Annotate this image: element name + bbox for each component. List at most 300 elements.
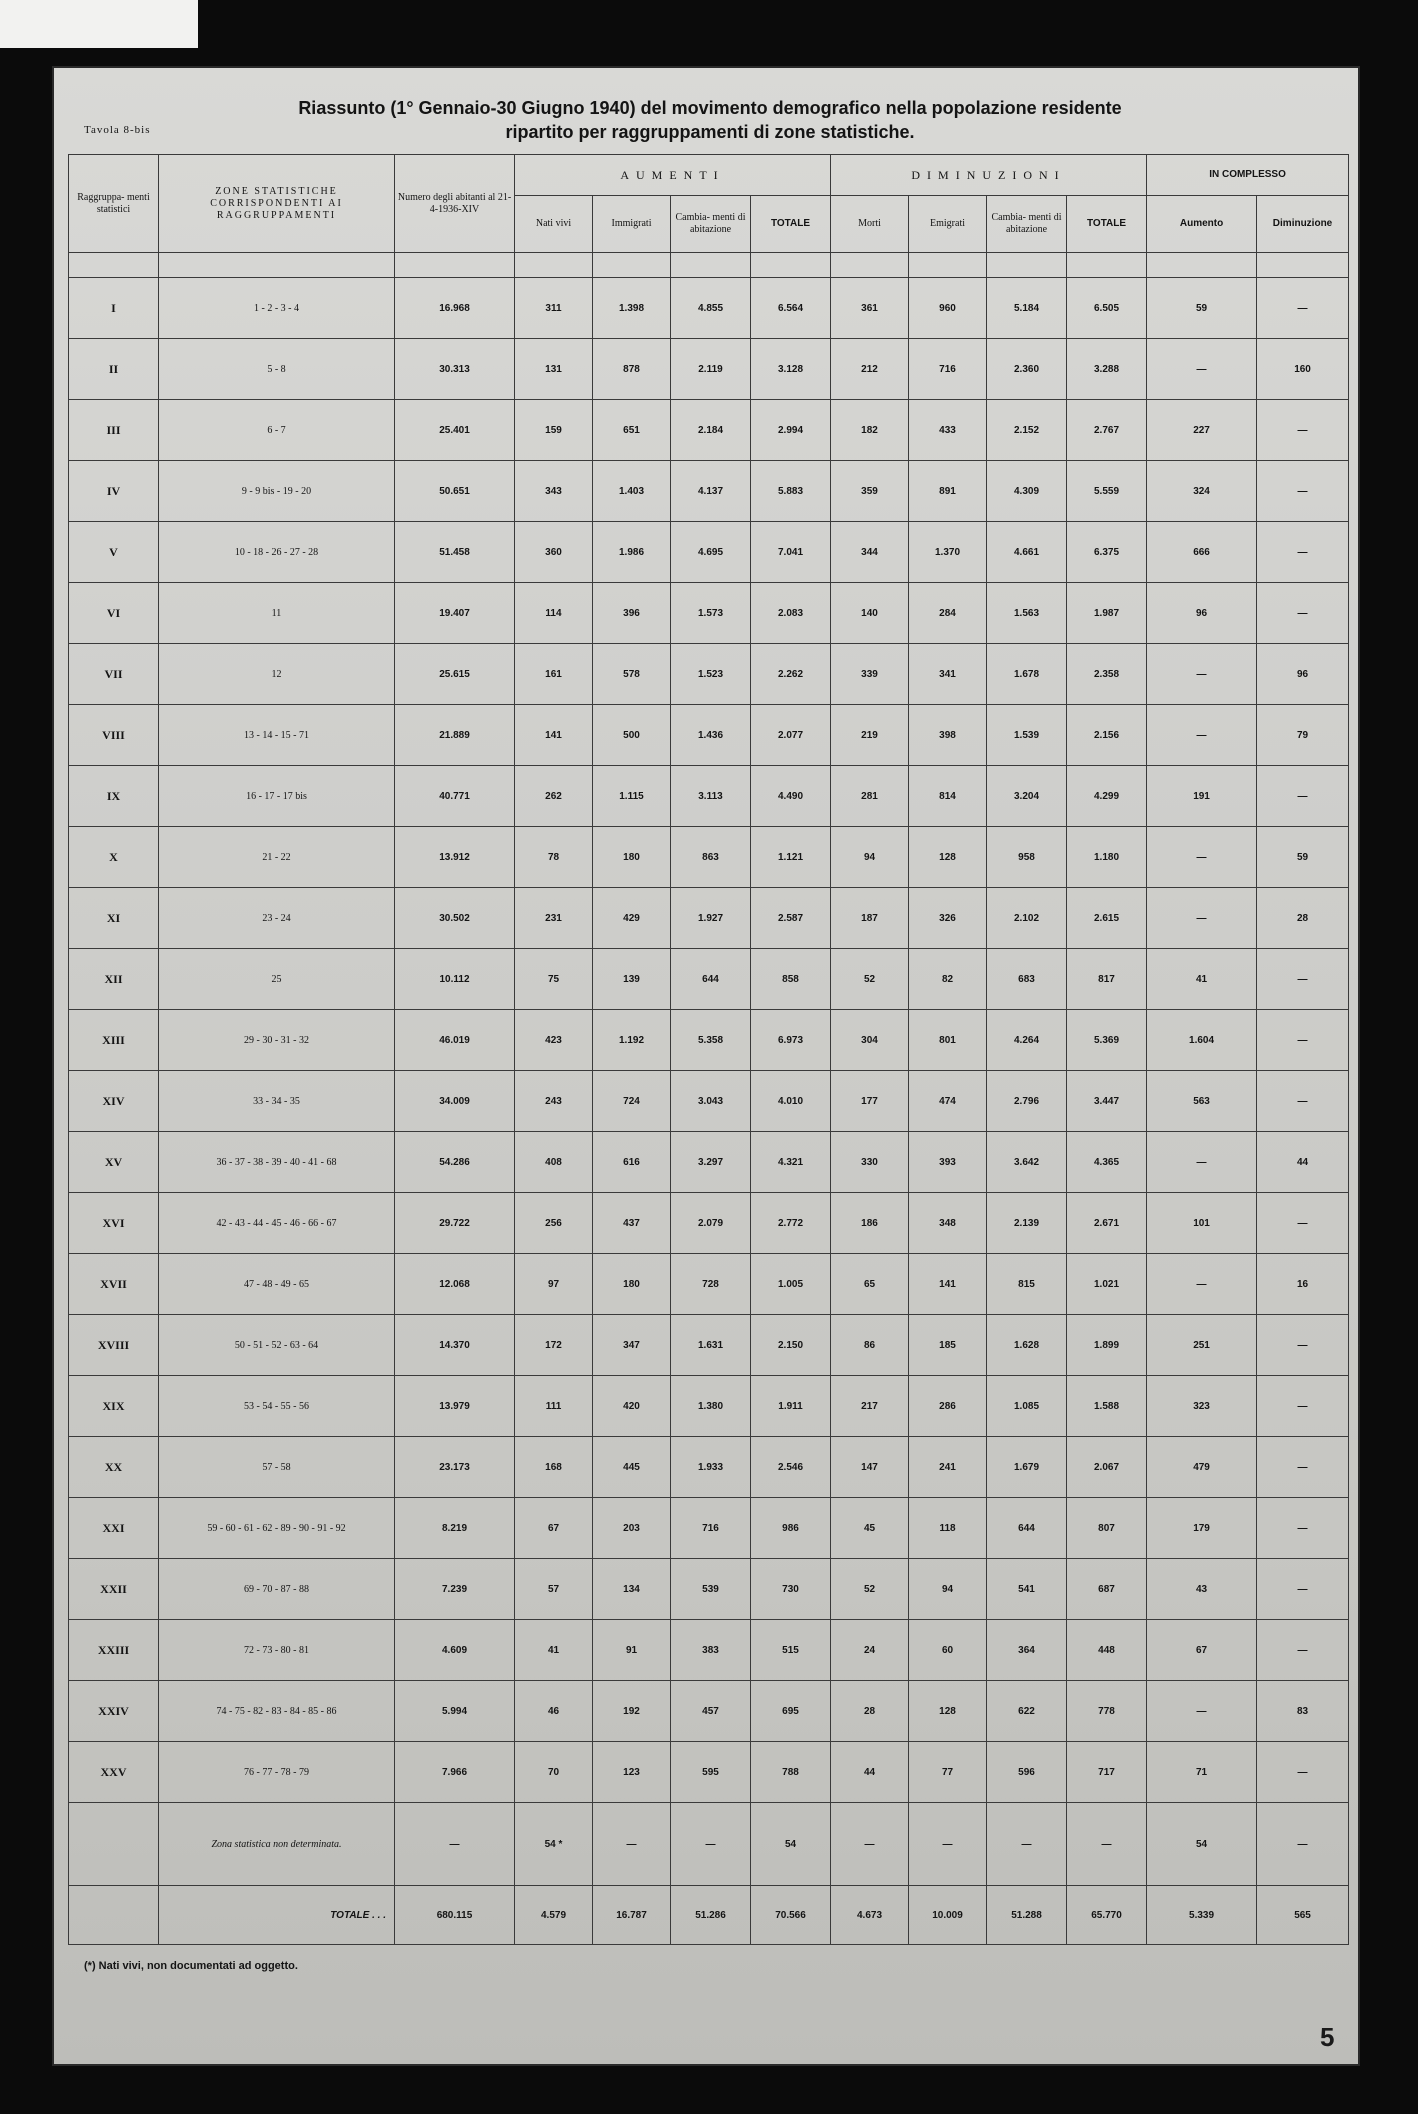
cell-em: 398 (909, 705, 987, 766)
cell-ca: 383 (671, 1620, 751, 1681)
group-number: II (69, 339, 159, 400)
group-number: X (69, 827, 159, 888)
cell-mo: 24 (831, 1620, 909, 1681)
cell-mo: 281 (831, 766, 909, 827)
cell-ta: 2.083 (751, 583, 831, 644)
header-nati-vivi: Nati vivi (515, 196, 593, 253)
cell-td: 778 (1067, 1681, 1147, 1742)
group-number: VII (69, 644, 159, 705)
cell-em: 960 (909, 278, 987, 339)
table-row (69, 1742, 1349, 1803)
cell-td: 817 (1067, 949, 1147, 1010)
cell-ab: 5.994 (395, 1681, 515, 1742)
cell-di: — (1257, 1010, 1349, 1071)
nd-cell-em: — (909, 1803, 987, 1886)
table-row (69, 705, 1349, 766)
cell-em: 284 (909, 583, 987, 644)
table-row (69, 583, 1349, 644)
zone-list: 23 - 24 (159, 888, 395, 949)
cell-nv: 67 (515, 1498, 593, 1559)
cell-di: 28 (1257, 888, 1349, 949)
header-zone: ZONE STATISTICHE CORRISPONDENTI AI RAGGRUPPAMENTI (159, 155, 395, 253)
cell-ca: 1.927 (671, 888, 751, 949)
table-row (69, 461, 1349, 522)
cell-di: — (1257, 1193, 1349, 1254)
cell-cd: 1.678 (987, 644, 1067, 705)
page-title (190, 96, 1230, 144)
cell-em: 891 (909, 461, 987, 522)
cell-im: 1.986 (593, 522, 671, 583)
cell-td: 1.588 (1067, 1376, 1147, 1437)
cell-em: 801 (909, 1010, 987, 1071)
cell-di: 59 (1257, 827, 1349, 888)
group-number: V (69, 522, 159, 583)
total-row (69, 1886, 1349, 1945)
cell-im: 500 (593, 705, 671, 766)
group-number: VI (69, 583, 159, 644)
table-row (69, 1498, 1349, 1559)
zone-list: 76 - 77 - 78 - 79 (159, 1742, 395, 1803)
header-complesso: IN COMPLESSO (1147, 155, 1349, 196)
cell-ab: 34.009 (395, 1071, 515, 1132)
cell-td: 717 (1067, 1742, 1147, 1803)
cell-ca: 595 (671, 1742, 751, 1803)
cell-nv: 131 (515, 339, 593, 400)
cell-im: 651 (593, 400, 671, 461)
table-row (69, 1376, 1349, 1437)
zone-list: 13 - 14 - 15 - 71 (159, 705, 395, 766)
cell-ta: 2.587 (751, 888, 831, 949)
cell-td: 2.067 (1067, 1437, 1147, 1498)
cell-di: — (1257, 1376, 1349, 1437)
cell-ab: 7.966 (395, 1742, 515, 1803)
cell-mo: 212 (831, 339, 909, 400)
cell-nv: 57 (515, 1559, 593, 1620)
cell-im: 1.115 (593, 766, 671, 827)
table-row (69, 400, 1349, 461)
cell-im: 91 (593, 1620, 671, 1681)
nd-label: Zona statistica non determinata. (159, 1803, 395, 1886)
cell-nv: 231 (515, 888, 593, 949)
cell-cd: 1.679 (987, 1437, 1067, 1498)
cell-mo: 45 (831, 1498, 909, 1559)
nd-cell-ab: — (395, 1803, 515, 1886)
zone-list: 29 - 30 - 31 - 32 (159, 1010, 395, 1071)
cell-ca: 2.119 (671, 339, 751, 400)
cell-mo: 344 (831, 522, 909, 583)
cell-td: 3.447 (1067, 1071, 1147, 1132)
cell-ta: 695 (751, 1681, 831, 1742)
nd-cell-cd: — (987, 1803, 1067, 1886)
cell-ta: 2.772 (751, 1193, 831, 1254)
cell-nv: 114 (515, 583, 593, 644)
cell-ab: 21.889 (395, 705, 515, 766)
table-row (69, 1193, 1349, 1254)
table-row (69, 949, 1349, 1010)
cell-mo: 52 (831, 1559, 909, 1620)
cell-ta: 986 (751, 1498, 831, 1559)
cell-ta: 6.564 (751, 278, 831, 339)
table-row (69, 522, 1349, 583)
cell-au: 59 (1147, 278, 1257, 339)
header-aumenti: AUMENTI (515, 155, 831, 196)
cell-em: 94 (909, 1559, 987, 1620)
cell-im: 396 (593, 583, 671, 644)
cell-td: 448 (1067, 1620, 1147, 1681)
cell-ca: 3.297 (671, 1132, 751, 1193)
cell-au: 1.604 (1147, 1010, 1257, 1071)
table-label: Tavola 8-bis (84, 124, 151, 136)
cell-ab: 7.239 (395, 1559, 515, 1620)
cell-td: 4.299 (1067, 766, 1147, 827)
cell-au: 67 (1147, 1620, 1257, 1681)
cell-ta: 2.546 (751, 1437, 831, 1498)
cell-au: 227 (1147, 400, 1257, 461)
cell-em: 241 (909, 1437, 987, 1498)
cell-mo: 94 (831, 827, 909, 888)
cell-au: 251 (1147, 1315, 1257, 1376)
cell-au: — (1147, 1132, 1257, 1193)
cell-ca: 4.137 (671, 461, 751, 522)
cell-em: 716 (909, 339, 987, 400)
cell-ca: 1.523 (671, 644, 751, 705)
zone-list: 21 - 22 (159, 827, 395, 888)
zone-list: 5 - 8 (159, 339, 395, 400)
title-line-2: ripartito per raggruppamenti di zone statistiche. (505, 122, 915, 142)
cell-mo: 44 (831, 1742, 909, 1803)
cell-mo: 186 (831, 1193, 909, 1254)
total-cell-em: 10.009 (909, 1886, 987, 1945)
cell-au: — (1147, 644, 1257, 705)
cell-nv: 243 (515, 1071, 593, 1132)
cell-ab: 13.979 (395, 1376, 515, 1437)
cell-nv: 70 (515, 1742, 593, 1803)
zone-list: 57 - 58 (159, 1437, 395, 1498)
header-aumento: Aumento (1147, 196, 1257, 253)
cell-mo: 65 (831, 1254, 909, 1315)
group-number: XX (69, 1437, 159, 1498)
cell-td: 2.615 (1067, 888, 1147, 949)
cell-td: 2.156 (1067, 705, 1147, 766)
cell-nv: 41 (515, 1620, 593, 1681)
cell-im: 437 (593, 1193, 671, 1254)
cell-em: 326 (909, 888, 987, 949)
cell-ta: 858 (751, 949, 831, 1010)
cell-cd: 2.152 (987, 400, 1067, 461)
group-number: IX (69, 766, 159, 827)
cell-nv: 97 (515, 1254, 593, 1315)
table-row (69, 1315, 1349, 1376)
cell-im: 724 (593, 1071, 671, 1132)
header-raggruppamenti: Raggruppa- menti statistici (69, 155, 159, 253)
table-row (69, 1010, 1349, 1071)
cell-di: — (1257, 1742, 1349, 1803)
cell-im: 180 (593, 827, 671, 888)
cell-au: — (1147, 827, 1257, 888)
zone-list: 74 - 75 - 82 - 83 - 84 - 85 - 86 (159, 1681, 395, 1742)
cell-td: 6.375 (1067, 522, 1147, 583)
cell-mo: 359 (831, 461, 909, 522)
cell-mo: 28 (831, 1681, 909, 1742)
cell-ca: 644 (671, 949, 751, 1010)
cell-au: — (1147, 1681, 1257, 1742)
cell-mo: 52 (831, 949, 909, 1010)
cell-au: — (1147, 339, 1257, 400)
header-numero: Numero degli abitanti al 21-4-1936-XIV (395, 155, 515, 253)
cell-ab: 19.407 (395, 583, 515, 644)
group-number: I (69, 278, 159, 339)
cell-ca: 716 (671, 1498, 751, 1559)
cell-ca: 1.380 (671, 1376, 751, 1437)
cell-td: 687 (1067, 1559, 1147, 1620)
cell-nv: 111 (515, 1376, 593, 1437)
group-number: XII (69, 949, 159, 1010)
cell-cd: 958 (987, 827, 1067, 888)
spacer-row (69, 253, 1349, 278)
cell-em: 393 (909, 1132, 987, 1193)
cell-cd: 541 (987, 1559, 1067, 1620)
cell-em: 286 (909, 1376, 987, 1437)
cell-em: 60 (909, 1620, 987, 1681)
cell-im: 420 (593, 1376, 671, 1437)
cell-di: — (1257, 1498, 1349, 1559)
cell-td: 3.288 (1067, 339, 1147, 400)
cell-au: 324 (1147, 461, 1257, 522)
cell-ca: 5.358 (671, 1010, 751, 1071)
cell-im: 123 (593, 1742, 671, 1803)
cell-ab: 8.219 (395, 1498, 515, 1559)
cell-au: 43 (1147, 1559, 1257, 1620)
cell-ca: 2.079 (671, 1193, 751, 1254)
cell-mo: 177 (831, 1071, 909, 1132)
cell-nv: 423 (515, 1010, 593, 1071)
nd-cell-mo: — (831, 1803, 909, 1886)
cell-ab: 14.370 (395, 1315, 515, 1376)
cell-im: 180 (593, 1254, 671, 1315)
cell-ta: 2.262 (751, 644, 831, 705)
cell-mo: 140 (831, 583, 909, 644)
cell-ab: 46.019 (395, 1010, 515, 1071)
cell-ca: 863 (671, 827, 751, 888)
cell-ta: 1.911 (751, 1376, 831, 1437)
group-number: XXIII (69, 1620, 159, 1681)
cell-ab: 13.912 (395, 827, 515, 888)
zone-list: 25 (159, 949, 395, 1010)
cell-td: 1.180 (1067, 827, 1147, 888)
cell-ca: 3.043 (671, 1071, 751, 1132)
cell-im: 192 (593, 1681, 671, 1742)
cell-em: 185 (909, 1315, 987, 1376)
cell-cd: 3.642 (987, 1132, 1067, 1193)
cell-td: 5.369 (1067, 1010, 1147, 1071)
cell-im: 429 (593, 888, 671, 949)
total-label: TOTALE . . . (159, 1886, 395, 1945)
cell-mo: 330 (831, 1132, 909, 1193)
cell-nv: 75 (515, 949, 593, 1010)
cell-ta: 1.121 (751, 827, 831, 888)
cell-di: 83 (1257, 1681, 1349, 1742)
cell-ab: 25.615 (395, 644, 515, 705)
group-number: XXII (69, 1559, 159, 1620)
cell-di: 96 (1257, 644, 1349, 705)
cell-ca: 728 (671, 1254, 751, 1315)
cell-nv: 360 (515, 522, 593, 583)
demographic-table (68, 154, 1349, 1945)
cell-di: 160 (1257, 339, 1349, 400)
cell-ab: 30.502 (395, 888, 515, 949)
cell-cd: 2.139 (987, 1193, 1067, 1254)
cell-td: 5.559 (1067, 461, 1147, 522)
cell-nv: 168 (515, 1437, 593, 1498)
cell-em: 433 (909, 400, 987, 461)
cell-au: 41 (1147, 949, 1257, 1010)
cell-au: 666 (1147, 522, 1257, 583)
table-row (69, 278, 1349, 339)
footnote: (*) Nati vivi, non documentati ad oggetto. (84, 1960, 298, 1972)
cell-di: 16 (1257, 1254, 1349, 1315)
cell-cd: 1.539 (987, 705, 1067, 766)
nd-cell-au: 54 (1147, 1803, 1257, 1886)
nd-row (69, 1803, 1349, 1886)
cell-im: 347 (593, 1315, 671, 1376)
zone-list: 16 - 17 - 17 bis (159, 766, 395, 827)
cell-di: — (1257, 949, 1349, 1010)
cell-cd: 364 (987, 1620, 1067, 1681)
cell-ca: 1.573 (671, 583, 751, 644)
header-cambiamenti-aumenti: Cambia- menti di abitazione (671, 196, 751, 253)
zone-list: 72 - 73 - 80 - 81 (159, 1620, 395, 1681)
cell-di: 79 (1257, 705, 1349, 766)
cell-cd: 596 (987, 1742, 1067, 1803)
cell-ab: 23.173 (395, 1437, 515, 1498)
zone-list: 9 - 9 bis - 19 - 20 (159, 461, 395, 522)
title-line-1: Riassunto (1° Gennaio-30 Giugno 1940) del movimento demografico nella popolazione residente (298, 98, 1122, 118)
zone-list: 11 (159, 583, 395, 644)
cell-au: 479 (1147, 1437, 1257, 1498)
cell-cd: 1.628 (987, 1315, 1067, 1376)
table-row (69, 1620, 1349, 1681)
cell-ab: 29.722 (395, 1193, 515, 1254)
cell-im: 445 (593, 1437, 671, 1498)
cell-em: 814 (909, 766, 987, 827)
cell-ta: 788 (751, 1742, 831, 1803)
cell-em: 1.370 (909, 522, 987, 583)
cell-ta: 6.973 (751, 1010, 831, 1071)
cell-cd: 2.360 (987, 339, 1067, 400)
total-cell-au: 5.339 (1147, 1886, 1257, 1945)
page-number: 5 (1320, 2022, 1335, 2052)
nd-cell-ca: — (671, 1803, 751, 1886)
cell-mo: 304 (831, 1010, 909, 1071)
cell-ab: 51.458 (395, 522, 515, 583)
cell-di: — (1257, 461, 1349, 522)
cell-nv: 408 (515, 1132, 593, 1193)
cell-di: — (1257, 1620, 1349, 1681)
cell-di: 44 (1257, 1132, 1349, 1193)
cell-em: 128 (909, 827, 987, 888)
group-number: XIV (69, 1071, 159, 1132)
cell-nv: 343 (515, 461, 593, 522)
cell-em: 348 (909, 1193, 987, 1254)
cell-im: 616 (593, 1132, 671, 1193)
cell-ta: 2.150 (751, 1315, 831, 1376)
cell-cd: 4.264 (987, 1010, 1067, 1071)
header-diminuzione: Diminuzione (1257, 196, 1349, 253)
group-number: XIX (69, 1376, 159, 1437)
document-page (52, 66, 1360, 2066)
cell-au: — (1147, 1254, 1257, 1315)
zone-list: 50 - 51 - 52 - 63 - 64 (159, 1315, 395, 1376)
cell-td: 2.358 (1067, 644, 1147, 705)
cell-em: 77 (909, 1742, 987, 1803)
cell-au: 96 (1147, 583, 1257, 644)
cell-nv: 78 (515, 827, 593, 888)
cell-nv: 262 (515, 766, 593, 827)
cell-ta: 4.010 (751, 1071, 831, 1132)
total-empty-cell (69, 1886, 159, 1945)
header-morti: Morti (831, 196, 909, 253)
cell-nv: 46 (515, 1681, 593, 1742)
total-cell-nv: 4.579 (515, 1886, 593, 1945)
zone-list: 42 - 43 - 44 - 45 - 46 - 66 - 67 (159, 1193, 395, 1254)
zone-list: 1 - 2 - 3 - 4 (159, 278, 395, 339)
cell-ca: 4.695 (671, 522, 751, 583)
total-cell-cd: 51.288 (987, 1886, 1067, 1945)
cell-em: 82 (909, 949, 987, 1010)
table-row (69, 644, 1349, 705)
cell-em: 474 (909, 1071, 987, 1132)
zone-list: 69 - 70 - 87 - 88 (159, 1559, 395, 1620)
cell-em: 128 (909, 1681, 987, 1742)
total-cell-ta: 70.566 (751, 1886, 831, 1945)
nd-cell-ta: 54 (751, 1803, 831, 1886)
cell-em: 341 (909, 644, 987, 705)
scan-border (0, 0, 198, 48)
cell-im: 1.398 (593, 278, 671, 339)
cell-ab: 12.068 (395, 1254, 515, 1315)
cell-mo: 182 (831, 400, 909, 461)
cell-im: 203 (593, 1498, 671, 1559)
cell-ca: 3.113 (671, 766, 751, 827)
zone-list: 10 - 18 - 26 - 27 - 28 (159, 522, 395, 583)
zone-list: 59 - 60 - 61 - 62 - 89 - 90 - 91 - 92 (159, 1498, 395, 1559)
header-totale-aumenti: TOTALE (751, 196, 831, 253)
table-row (69, 1254, 1349, 1315)
total-cell-ca: 51.286 (671, 1886, 751, 1945)
group-number: IV (69, 461, 159, 522)
cell-ta: 4.321 (751, 1132, 831, 1193)
table-row (69, 1559, 1349, 1620)
cell-im: 1.192 (593, 1010, 671, 1071)
total-cell-ab: 680.115 (395, 1886, 515, 1945)
nd-cell-di: — (1257, 1803, 1349, 1886)
cell-ta: 515 (751, 1620, 831, 1681)
cell-au: 71 (1147, 1742, 1257, 1803)
cell-cd: 2.796 (987, 1071, 1067, 1132)
cell-mo: 361 (831, 278, 909, 339)
table-row (69, 1437, 1349, 1498)
group-number: VIII (69, 705, 159, 766)
table-row (69, 827, 1349, 888)
cell-mo: 86 (831, 1315, 909, 1376)
cell-ab: 10.112 (395, 949, 515, 1010)
cell-ab: 25.401 (395, 400, 515, 461)
group-number: XIII (69, 1010, 159, 1071)
cell-ta: 1.005 (751, 1254, 831, 1315)
cell-ab: 16.968 (395, 278, 515, 339)
group-number: XVI (69, 1193, 159, 1254)
group-number: XXIV (69, 1681, 159, 1742)
